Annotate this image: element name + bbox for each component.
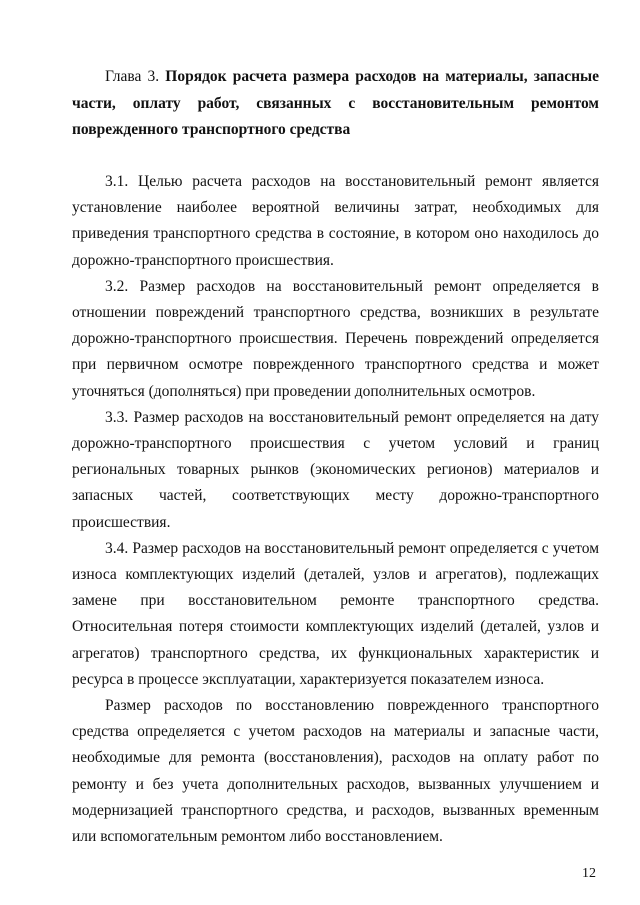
chapter-heading (72, 64, 599, 144)
paragraph-3-1: 3.1. Целью расчета расходов на восстановительный ремонт является установление наиболее вероятной величины затрат, необходимых для приведения транспортного средства в состояние, в котором оно находилось до дорожно-транспортного происшествия. (72, 173, 599, 269)
page-number: 12 (582, 866, 596, 881)
chapter-prefix: Глава 3. (105, 68, 160, 85)
paragraph-3-3: 3.3. Размер расходов на восстановительный ремонт определяется на дату дорожно-транспортного происшествия с учетом условий и границ региональных товарных рынков (экономических регионов) материалов и запасных частей, соответствующих месту дорожно-транспортного происшествия. (72, 408, 599, 531)
chapter-title: Порядок расчета размера расходов на материалы, запасные части, оплату работ, связанных с восстановительным ремонтом поврежденного транспортного средства (72, 68, 600, 138)
document-body (72, 169, 599, 850)
paragraph-3-2: 3.2. Размер расходов на восстановительный ремонт определяется в отношении повреждений транспортного средства, возникших в результате дорожно-транспортного происшествия. Перечень повреждений определяется при первичном осмотре поврежденного транспортного средства и может уточняться (дополняться) при проведении дополнительных осмотров. (72, 277, 599, 400)
document-page (72, 0, 599, 905)
paragraph-restoration-costs: Размер расходов по восстановлению поврежденного транспортного средства определяется с учетом расходов на материалы и запасные части, необходимые для ремонта (восстановления), расходов на оплату работ по ремонту и без учета дополнительных расходов, вызванных улучшением и модернизацией транспортного средства, и расходов, вызванных временным или вспомогательным ремонтом либо восстановлением. (72, 697, 599, 846)
paragraph-3-4: 3.4. Размер расходов на восстановительный ремонт определяется с учетом износа комплектующих изделий (деталей, узлов и агрегатов), подлежащих замене при восстановительном ремонте транспортного средства. Относительная потеря стоимости комплектующих изделий (деталей, узлов и агрегатов) транспортного средства, их функциональных характеристик и ресурса в процессе эксплуатации, характеризуется показателем износа. (72, 539, 599, 688)
